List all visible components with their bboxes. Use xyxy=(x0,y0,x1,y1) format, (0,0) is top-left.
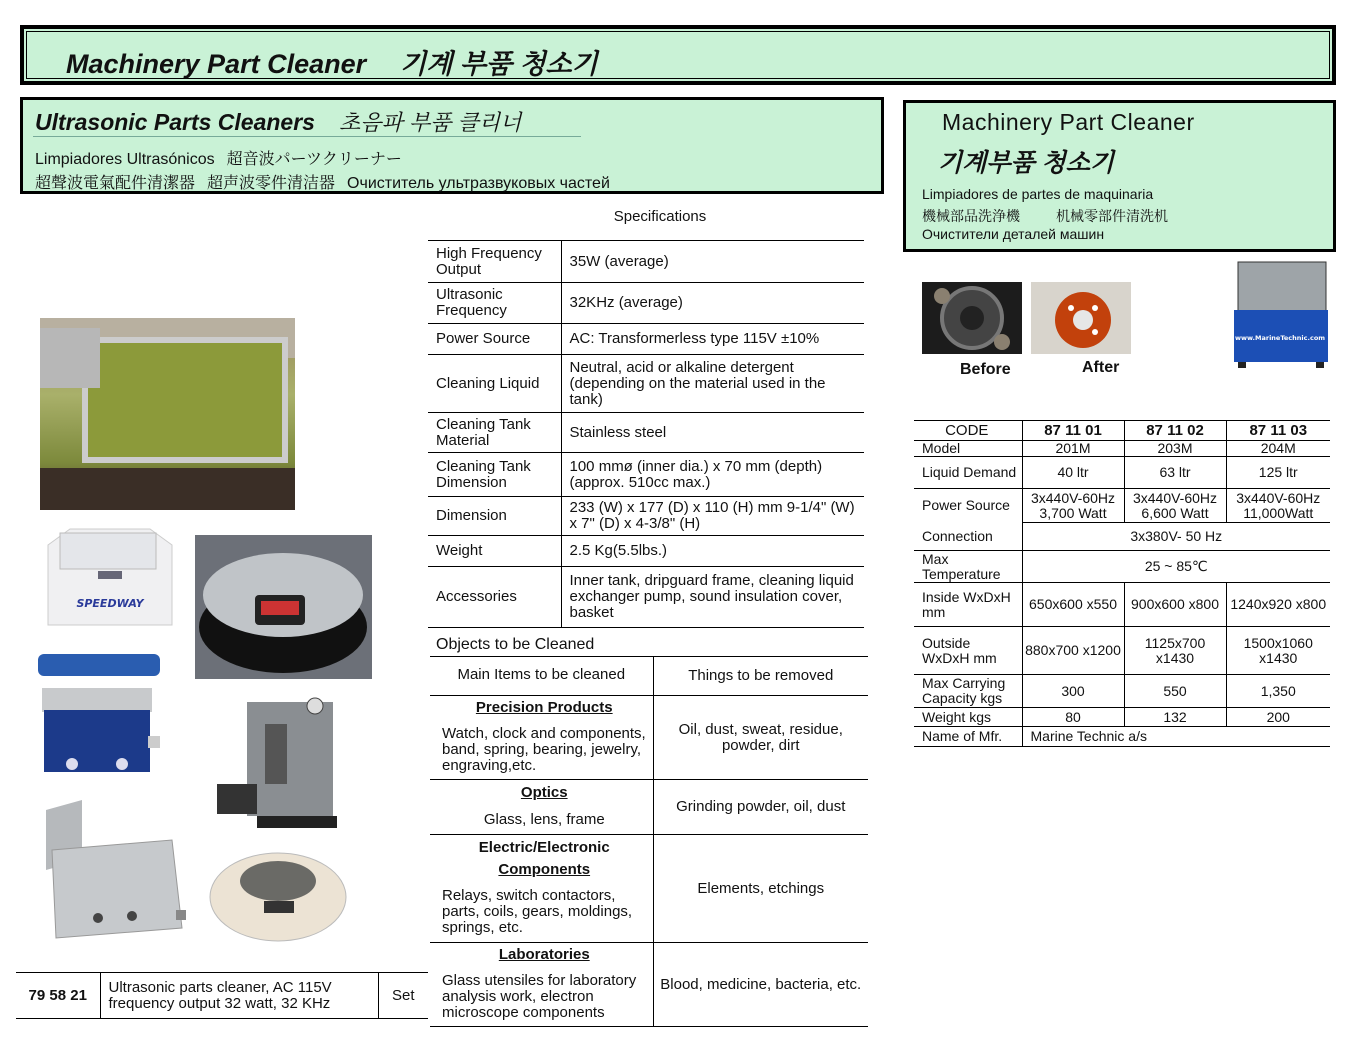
ultrasonic-translations-1 xyxy=(35,146,414,169)
code-value: 87 11 02 xyxy=(1124,421,1226,441)
connection-label: Connection xyxy=(914,523,1022,551)
spec-value: 35W (average) xyxy=(561,241,864,283)
black-cleaner-illustration xyxy=(195,535,372,679)
title-ja: 超音波パーツクリーナー xyxy=(226,151,402,168)
caption-before: Before xyxy=(960,361,1011,378)
photo-black-cleaner xyxy=(195,535,372,679)
spec-row xyxy=(428,536,864,567)
speedway-logo: SPEEDWAY xyxy=(76,597,144,610)
spec-value: 2.5 Kg(5.5lbs.) xyxy=(561,536,864,567)
inside-value: 1240x920 x800 xyxy=(1226,583,1330,627)
weight-row xyxy=(914,708,1330,727)
photo-after xyxy=(1031,282,1131,354)
objects-items-cell xyxy=(430,835,653,943)
ultrasonic-title-en: Ultrasonic Parts Cleaners xyxy=(35,109,315,135)
blue-cleaner-illustration xyxy=(36,652,162,777)
objects-title: Objects to be Cleaned xyxy=(436,636,595,653)
spec-key: Cleaning Tank Material xyxy=(428,413,561,453)
steel-tank-illustration xyxy=(42,800,192,940)
outside-value: 1500x1060 x1430 xyxy=(1226,627,1330,675)
objects-row xyxy=(430,696,868,780)
power-label: Power Source xyxy=(914,489,1022,523)
inside-label: Inside WxDxH mm xyxy=(914,583,1022,627)
spec-row xyxy=(428,567,864,628)
ultrasonic-header xyxy=(20,97,884,194)
product-code: 79 58 21 xyxy=(16,973,100,1019)
round-cleaner-illustration xyxy=(208,845,348,945)
objects-remove: Oil, dust, sweat, residue, powder, dirt xyxy=(653,696,868,780)
spec-value: AC: Transformerless type 115V ±10% xyxy=(561,324,864,355)
capacity-row xyxy=(914,675,1330,708)
objects-remove: Blood, medicine, bacteria, etc. xyxy=(653,943,868,1027)
title-zh-tw: 超聲波電氣配件清潔器 xyxy=(35,175,196,192)
capacity-value: 300 xyxy=(1022,675,1124,708)
machine-label: www.MarineTechnic.com xyxy=(1234,334,1326,342)
code-header-row xyxy=(914,421,1330,441)
photo-before xyxy=(922,282,1022,354)
manufacturer-value: Marine Technic a/s xyxy=(1022,727,1330,747)
power-value: 3x440V-60Hz 6,600 Watt xyxy=(1124,489,1226,523)
liquid-value: 63 ltr xyxy=(1124,457,1226,489)
specifications-title: Specifications xyxy=(613,208,707,225)
top-banner xyxy=(20,25,1336,85)
objects-row xyxy=(430,835,868,943)
objects-items-cell xyxy=(430,943,653,1027)
machinery-header xyxy=(903,100,1336,252)
liquid-row xyxy=(914,457,1330,489)
banner-title-ko: 기계 부품 청소기 xyxy=(400,49,598,79)
after-illustration xyxy=(1031,282,1131,354)
title-zh-cn: 超声波零件清洁器 xyxy=(207,175,336,192)
photo-blue-cleaner xyxy=(36,652,162,777)
power-row xyxy=(914,489,1330,523)
product-row xyxy=(16,973,428,1019)
objects-items: Watch, clock and components, band, spring, bearing, jewelry, engraving,etc. xyxy=(442,724,646,774)
model-row xyxy=(914,441,1330,457)
specifications-table xyxy=(428,240,864,628)
inside-value: 650x600 x550 xyxy=(1022,583,1124,627)
objects-items: Relays, switch contactors, parts, coils, gears, moldings, springs, etc. xyxy=(442,886,633,936)
outside-row xyxy=(914,627,1330,675)
machinery-title-zh: 机械零部件清洗机 xyxy=(1056,208,1168,224)
speedway-illustration xyxy=(40,525,175,637)
outside-value: 880x700 x1200 xyxy=(1022,627,1124,675)
photo-cleaner-tank xyxy=(40,318,295,510)
model-value: 203M xyxy=(1124,441,1226,457)
inside-row xyxy=(914,583,1330,627)
ultrasonic-title xyxy=(35,106,521,137)
category-laboratories: Laboratories xyxy=(498,945,590,963)
objects-header-row xyxy=(430,657,868,696)
title-es: Limpiadores Ultrasónicos xyxy=(35,151,215,168)
spec-key: Weight xyxy=(428,536,561,567)
connection-row xyxy=(914,523,1330,551)
liquid-value: 125 ltr xyxy=(1226,457,1330,489)
connection-value: 3x380V- 50 Hz xyxy=(1022,523,1330,551)
objects-row xyxy=(430,943,868,1027)
spec-value: 100 mmø (inner dia.) x 70 mm (depth) (approx. 510cc max.) xyxy=(561,453,864,497)
spec-key: High Frequency Output xyxy=(428,241,561,283)
spec-value: 32KHz (average) xyxy=(561,283,864,324)
ultrasonic-title-ko: 초음파 부품 클리너 xyxy=(338,110,522,135)
code-head: CODE xyxy=(914,421,1022,441)
objects-items: Glass utensiles for laboratory analysis work, electron microscope components xyxy=(442,971,637,1021)
machinery-title-ja: 機械部品洗浄機 xyxy=(922,208,1020,224)
spec-key: Dimension xyxy=(428,497,561,536)
machinery-cleaner-illustration xyxy=(1220,258,1332,370)
weight-value: 132 xyxy=(1124,708,1226,727)
objects-row xyxy=(430,780,868,835)
objects-remove: Elements, etchings xyxy=(653,835,868,943)
spec-row xyxy=(428,497,864,536)
industrial-cleaner-illustration xyxy=(217,694,349,836)
banner-title xyxy=(66,42,598,81)
liquid-value: 40 ltr xyxy=(1022,457,1124,489)
product-unit: Set xyxy=(378,973,428,1019)
category-electric: Components xyxy=(498,860,591,878)
product-table xyxy=(16,972,428,1019)
category-optics: Optics xyxy=(520,783,568,801)
objects-head-items: Main Items to be cleaned xyxy=(430,657,653,696)
title-ru: Очиститель ультразвуковых частей xyxy=(347,175,610,192)
machinery-title-ru: Очистители деталей машин xyxy=(922,226,1105,242)
spec-key: Ultrasonic Frequency xyxy=(428,283,561,324)
model-value: 201M xyxy=(1022,441,1124,457)
spec-key: Accessories xyxy=(428,567,561,628)
liquid-label: Liquid Demand xyxy=(914,457,1022,489)
objects-head-remove: Things to be removed xyxy=(653,657,868,696)
spec-row xyxy=(428,241,864,283)
machinery-title-ko: 기계부품 청소기 xyxy=(938,149,1114,177)
spec-value: Stainless steel xyxy=(561,413,864,453)
machinery-title-es: Limpiadores de partes de maquinaria xyxy=(922,186,1154,202)
spec-key: Cleaning Tank Dimension xyxy=(428,453,561,497)
code-value: 87 11 03 xyxy=(1226,421,1330,441)
product-description: Ultrasonic parts cleaner, AC 115V frequency output 32 watt, 32 KHz xyxy=(100,973,378,1019)
before-illustration xyxy=(922,282,1022,354)
objects-items-cell xyxy=(430,780,653,835)
objects-items-cell xyxy=(430,696,653,780)
code-value: 87 11 01 xyxy=(1022,421,1124,441)
machinery-title-en: Machinery Part Cleaner xyxy=(942,109,1195,135)
spec-value: Inner tank, dripguard frame, cleaning liquid exchanger pump, sound insulation cover, basket xyxy=(561,567,864,628)
outside-label: Outside WxDxH mm xyxy=(914,627,1022,675)
objects-table xyxy=(430,656,868,1027)
temperature-label: Max Temperature xyxy=(914,551,1022,583)
spec-row xyxy=(428,453,864,497)
spec-value: Neutral, acid or alkaline detergent (depending on the material used in the tank) xyxy=(561,355,864,413)
capacity-label: Max Carrying Capacity kgs xyxy=(914,675,1022,708)
spec-row xyxy=(428,355,864,413)
ultrasonic-translations-2 xyxy=(35,170,622,193)
photo-machinery-cleaner xyxy=(1220,258,1332,370)
spec-key: Cleaning Liquid xyxy=(428,355,561,413)
power-value: 3x440V-60Hz 11,000Watt xyxy=(1226,489,1330,523)
machinery-translations xyxy=(922,206,1204,226)
objects-remove: Grinding powder, oil, dust xyxy=(653,780,868,835)
spec-row xyxy=(428,283,864,324)
power-value: 3x440V-60Hz 3,700 Watt xyxy=(1022,489,1124,523)
title-underline xyxy=(33,136,581,137)
spec-row xyxy=(428,413,864,453)
photo-steel-tank xyxy=(42,800,192,940)
banner-title-en: Machinery Part Cleaner xyxy=(66,49,367,79)
model-value: 204M xyxy=(1226,441,1330,457)
capacity-value: 550 xyxy=(1124,675,1226,708)
spec-row xyxy=(428,324,864,355)
caption-after: After xyxy=(1082,359,1120,376)
manufacturer-row xyxy=(914,727,1330,747)
photo-industrial-cleaner xyxy=(217,694,349,836)
photo-round-cleaner xyxy=(208,845,348,945)
photo-speedway-cleaner xyxy=(40,525,175,637)
machinery-code-table xyxy=(914,420,1330,747)
weight-label: Weight kgs xyxy=(914,708,1022,727)
weight-value: 200 xyxy=(1226,708,1330,727)
capacity-value: 1,350 xyxy=(1226,675,1330,708)
weight-value: 80 xyxy=(1022,708,1124,727)
tank-illustration xyxy=(40,318,295,510)
manufacturer-label: Name of Mfr. xyxy=(914,727,1022,747)
spec-value: 233 (W) x 177 (D) x 110 (H) mm 9-1/4" (W) x 7" (D) x 4-3/8" (H) xyxy=(561,497,864,536)
outside-value: 1125x700 x1430 xyxy=(1124,627,1226,675)
category-electric-pre: Electric/Electronic xyxy=(478,838,610,856)
inside-value: 900x600 x800 xyxy=(1124,583,1226,627)
model-label: Model xyxy=(914,441,1022,457)
category-precision: Precision Products xyxy=(475,698,613,716)
temperature-value: 25 ~ 85℃ xyxy=(1022,551,1330,583)
objects-items: Glass, lens, frame xyxy=(483,810,605,828)
spec-key: Power Source xyxy=(428,324,561,355)
temperature-row xyxy=(914,551,1330,583)
